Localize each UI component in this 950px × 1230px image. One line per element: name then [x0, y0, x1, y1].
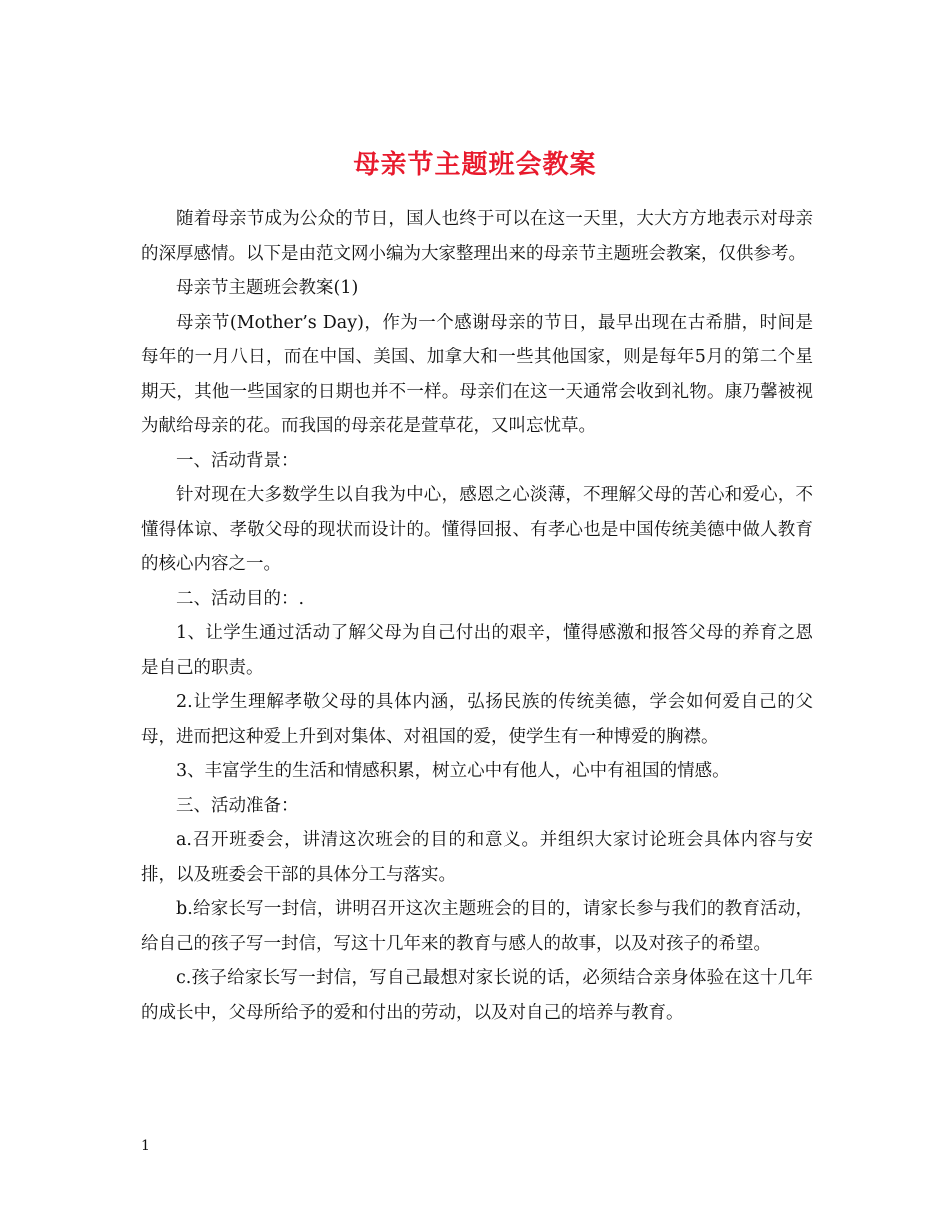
document-title: 母亲节主题班会教案 — [353, 150, 597, 181]
preparation-item-b: b.给家长写一封信，讲明召开这次主题班会的目的，请家长参与我们的教育活动，给自己的孩子写一封信，写这十几年来的教育与感人的故事，以及对孩子的希望。 — [141, 899, 813, 954]
preparation-item-c: c.孩子给家长写一封信，写自己最想对家长说的话，必须结合亲身体验在这十几年的成长中，父母所给予的爱和付出的劳动，以及对自己的培养与教育。 — [141, 968, 813, 1023]
purpose-item-2: 2.让学生理解孝敬父母的具体内涵，弘扬民族的传统美德，学会如何爱自己的父母，进而把这种爱上升到对集体、对祖国的爱，使学生有一种博爱的胸襟。 — [141, 692, 813, 747]
intro-paragraph: 随着母亲节成为公众的节日，国人也终于可以在这一天里，大大方方地表示对母亲的深厚感情。以下是由范文网小编为大家整理出来的母亲节主题班会教案，仅供参考。 — [141, 209, 813, 264]
heading-preparation: 三、活动准备： — [176, 795, 299, 816]
heading-purpose: 二、活动目的：. — [176, 588, 305, 609]
mothers-day-paragraph: 母亲节(Mother’s Day)，作为一个感谢母亲的节日，最早出现在古希腊，时间是每年的一月八日，而在中国、美国、加拿大和一些其他国家，则是每年5月的第二个星期天，其他一些国家的日期也并不一样。母亲们在这一天通常会收到礼物。康乃馨被视为献给母亲的花。而我国的母亲花是萱草花，又叫忘忧草。 — [141, 312, 813, 436]
preparation-item-a: a.召开班委会，讲清这次班会的目的和意义。并组织大家讨论班会具体内容与安排，以及班委会干部的具体分工与落实。 — [141, 830, 813, 885]
section-heading-plan-1: 母亲节主题班会教案(1) — [176, 278, 359, 298]
purpose-item-3: 3、丰富学生的生活和情感积累，树立心中有他人，心中有祖国的情感。 — [176, 761, 730, 781]
page-number: 1 — [141, 1138, 150, 1154]
document-body — [141, 202, 813, 1030]
heading-background: 一、活动背景： — [176, 450, 299, 471]
purpose-item-1: 1、让学生通过活动了解父母为自己付出的艰辛，懂得感激和报答父母的养育之恩是自己的职责。 — [141, 623, 813, 678]
background-paragraph: 针对现在大多数学生以自我为中心，感恩之心淡薄，不理解父母的苦心和爱心，不懂得体谅、孝敬父母的现状而设计的。懂得回报、有孝心也是中国传统美德中做人教育的核心内容之一。 — [141, 485, 813, 574]
